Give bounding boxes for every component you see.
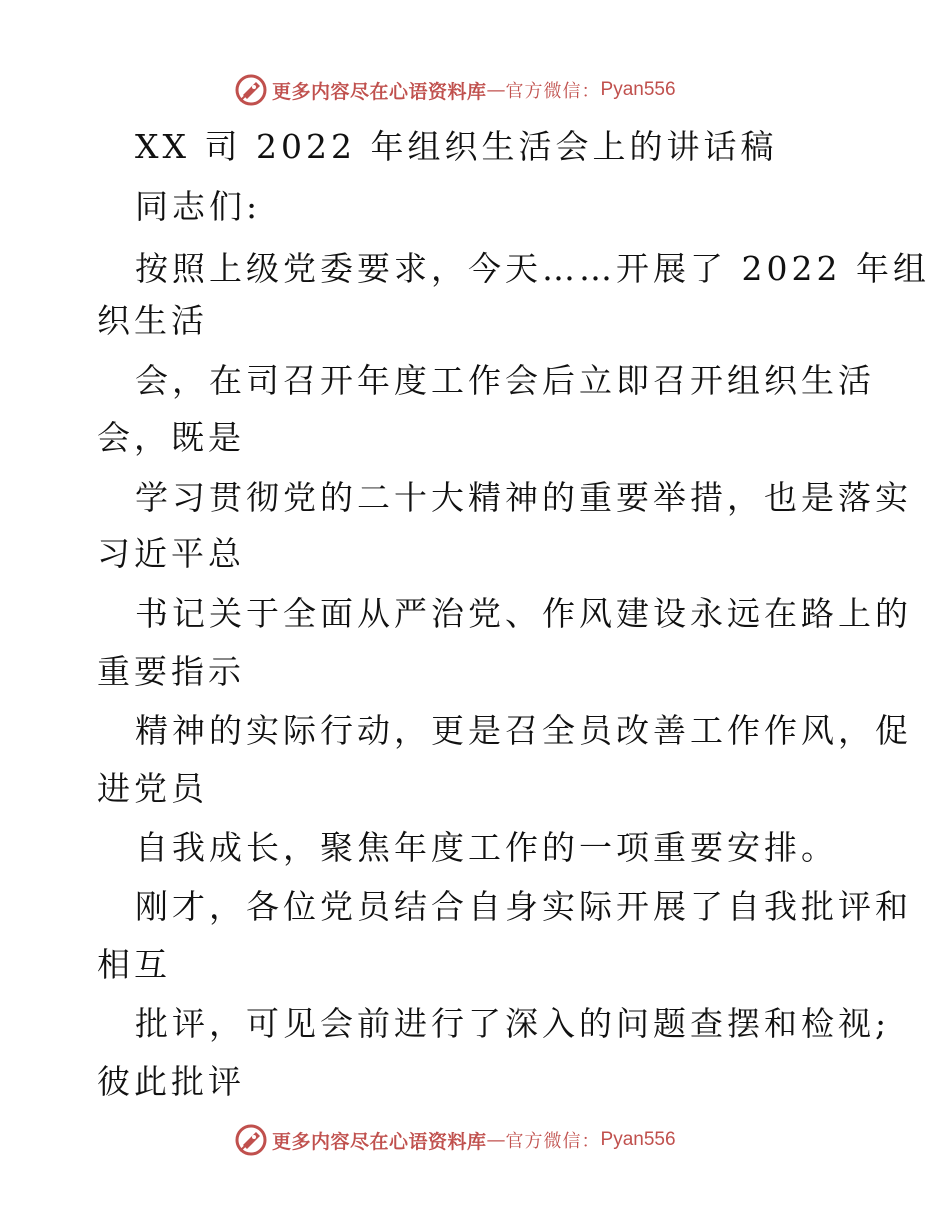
text-line: 按照上级党委要求，今天……开展了 2022 年组 (135, 249, 930, 288)
footer-watermark (234, 1120, 676, 1160)
text-line: 自我成长，聚焦年度工作的一项重要安排。 (135, 828, 838, 867)
text-line: 彼此批评 (97, 1062, 245, 1101)
header-watermark (234, 70, 676, 110)
document-title: XX 司 2022 年组织生活会上的讲话稿 (135, 127, 778, 166)
watermark-account: Pyan556 (600, 1129, 676, 1150)
text-line: 书记关于全面从严治党、作风建设永远在路上的 (135, 594, 912, 633)
watermark-tail-text: 官方微信： (505, 81, 601, 102)
text-line: 进党员 (97, 769, 208, 808)
watermark-separator: — (486, 79, 506, 101)
watermark-separator: — (486, 1129, 506, 1151)
watermark-tail-text: 官方微信： (505, 1131, 601, 1152)
text-line: 织生活 (97, 301, 208, 340)
text-line: 相互 (97, 945, 171, 984)
text-line: 学习贯彻党的二十大精神的重要举措，也是落实 (135, 478, 912, 517)
watermark-main-text: 更多内容尽在心语资料库 (272, 80, 487, 103)
text-line: 重要指示 (97, 652, 245, 691)
watermark-account: Pyan556 (600, 79, 676, 100)
watermark-main-text: 更多内容尽在心语资料库 (272, 1130, 487, 1153)
text-line: 同志们: (135, 187, 262, 226)
text-line: 会，在司召开年度工作会后立即召开组织生活 (135, 361, 875, 400)
text-line: 批评，可见会前进行了深入的问题查摆和检视; (135, 1004, 891, 1043)
text-line: 精神的实际行动，更是召全员改善工作作风，促 (135, 711, 912, 750)
pen-nib-logo-icon (234, 1123, 268, 1157)
text-line: 习近平总 (97, 534, 245, 573)
pen-nib-logo-icon (234, 73, 268, 107)
text-line: 刚才，各位党员结合自身实际开展了自我批评和 (135, 887, 912, 926)
text-line: 会，既是 (97, 418, 245, 457)
